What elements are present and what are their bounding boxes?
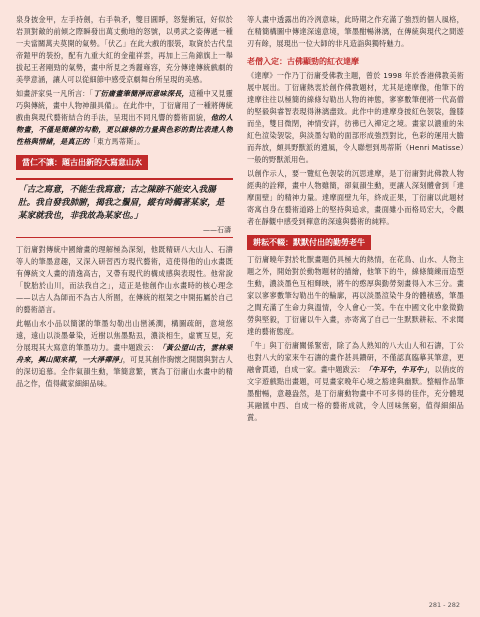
left-column	[16, 14, 233, 599]
page-number: 281 - 282	[428, 601, 460, 609]
section-heading: 耕耘不輟：默默付出的勤勞老牛	[247, 235, 371, 250]
pull-quote	[16, 178, 233, 238]
paragraph: 等人畫中透露出的冷洌意味，此時期之作充滿了強烈的個人風格，在精簡構圖中傳達深遠意境，筆墨酣暢淋漓，在傳統與現代之間遊刃有餘，展現出一位大師的非凡造詣與獨特魅力。	[247, 15, 464, 48]
paragraph: 如畫評家吳一凡所言：「丁衍庸畫筆簡淨而意味深長，這種中又見靈巧與傳統，畫中人物神韻具備」。在此作中，丁衍庸用了一種將傳統戲曲與現代藝術結合的手法，呈現出不同凡響的藝術面貌，他的人物畫，不僅是簡練的勾勒，更以線條的力量與色彩的對比表達人物性格與情緒，是真正的「東方馬蒂斯」。	[16, 89, 233, 146]
highlight-text: 丁衍庸畫筆簡淨而意味深長，	[93, 89, 189, 98]
highlight-text: 他的人物畫，不僅是簡練的勾勒，更以線條的力量與色彩的對比表達人物性格與情緒，是真正的	[16, 113, 233, 146]
highlight-text: 「牛耳牛，牛耳牛」	[364, 365, 428, 374]
section-heading: 老僧入定：古佛顯勁的紅衣達摩	[247, 57, 359, 66]
quote-source: ——石濤	[203, 226, 231, 234]
paragraph: 「牛」與丁衍庸關係緊密，除了為人熟知的八大山人和石濤，丁公也對八大的家來牛石濤的畫作甚具鑽研，不僅認真臨摹其筆意，更融會貫通，自成一家。畫中題跋云：「牛耳牛，牛耳牛」，以俏皮的文字遊戲點出畫題，可見畫家晚年心境之豁達與幽默。整幅作品筆墨酣暢，意趣盎然，是丁衍庸動物畫中不可多得的佳作，充分體現其融匯中西、自成一格的藝術成就，令人回味無窮，值得細細品賞。	[247, 341, 464, 422]
paragraph: 丁衍庸對傳統中國繪畫的理解極為深刻，他既精研八大山人、石濤等人的筆墨意趣，又深入研習西方現代藝術，這使得他的山水畫既有傳統文人畫的清逸高古，又帶有現代的構成感與表現性。他常說「脫胎於山川，而法我自之」，這正是他創作山水畫時的核心理念——以古人為師而不為古人所囿，在傳統的框架之中開拓屬於自己的藝術語言。	[16, 245, 233, 314]
highlight-text: 「黃公望山古，雲林乘舟來，興山閒來禪，一大淨禪淨」	[16, 343, 233, 364]
quote-text: 「古之寫意，不能生我寫意；古之陳跡不能安入我腸肚。我自發我肺腑，揭我之鬚眉，縱有時觸著某家，是某家就我也，非我故為某家也。」	[18, 185, 225, 221]
paragraph: 此幅山水小品以簡潔的筆墨勾勒出山巒溪澗，構圖疏朗，意境悠遠，遠山以淡墨暈染，近樹以焦墨點厾，濃淡相生，虛實互見，充分展現其大寫意的筆墨功力。畫中題跋云：「黃公望山古，雲林乘舟來，興山閒來禪，一大淨禪淨」，可見其創作胸懷之開闊與對古人的深切追慕。全作氣韻生動，筆簡意繁，實為丁衍庸山水畫中的精品之作，值得藏家細細品味。	[16, 319, 233, 388]
section-heading: 當仁不讓：題古出新的大寫意山水	[16, 155, 148, 170]
paragraph: 《達摩》一作乃丁衍庸受佛教主題，曾於 1998 年於香港佛教美術展中展出。丁衍庸熱衷於創作佛教題材，尤其是達摩像，他筆下的達摩往往以極簡的線條勾勒出人物的神態，寥寥數筆便將一代高僧的堅毅與睿智表現得淋漓盡致。此作中的達摩身披紅色袈裟，盤膝而坐，雙目微閉，神情安詳，彷彿已入禪定之境。畫家以濃重的朱紅色渲染袈裟，與淡墨勾勒的面部形成強烈對比，色彩的運用大膽而奔放，頗具野獸派的遺風，令人聯想到馬蒂斯（Henri Matisse）一般的野獸派用色。	[247, 71, 464, 164]
paragraph: 泉身披金甲，左手持劍，右手執矛，雙目圓睜，怒髮衝冠，好似於岩頂對敵的前傾之際瞬發出萬丈動地的怒號，以勇武之姿傳遞一種一夫當關萬夫莫開的氣勢。「伏乙」在此大戲的服裝，取資於古代皇帝鎧甲的裝扮，配有九重大紅的金龍祥雲，再加上三角錦旗上一舉拔起王者剛勁的氣勢，畫中所見之秀麗雍容，充分傳達傳統戲劇的美學意涵，讓人可以從細節中感受京劇舞台所呈現的美感。	[16, 15, 233, 84]
paragraph: 以創作示人，要一覽紅色袈裟的沉思達摩，是丁衍庸對此佛教人物經典的詮釋，畫中人物雖簡，卻氣韻生動，更讓人深刻體會到「達摩面壁」的精神力量。達摩面壁九年，終成正果，丁衍庸以此題材寄寓自身在藝術道路上的堅持與追求，畫面雖小而格局宏大，令觀者在靜觀中感受到禪意的深遠與藝術的純粹。	[247, 169, 464, 226]
paragraph: 丁衍庸曉年對於牝獸畫題仍具極大的熱情，在花鳥、山水、人物主題之外，開始對於動物題材的描繪，他筆下的牛，線條簡練而造型生動，濃淡墨色互相輝映，將牛的憨厚與勤勞刻畫得入木三分。畫家以寥寥數筆勾勒出牛的輪廓，再以淡墨渲染牛身的體積感，筆墨之間充滿了生命力與溫情，令人會心一笑。牛在中國文化中象徵勤勞與堅毅，丁衍庸以牛入畫，亦寄寓了自己一生默默耕耘、不求聞達的藝術態度。	[247, 255, 464, 336]
right-column	[247, 14, 464, 599]
